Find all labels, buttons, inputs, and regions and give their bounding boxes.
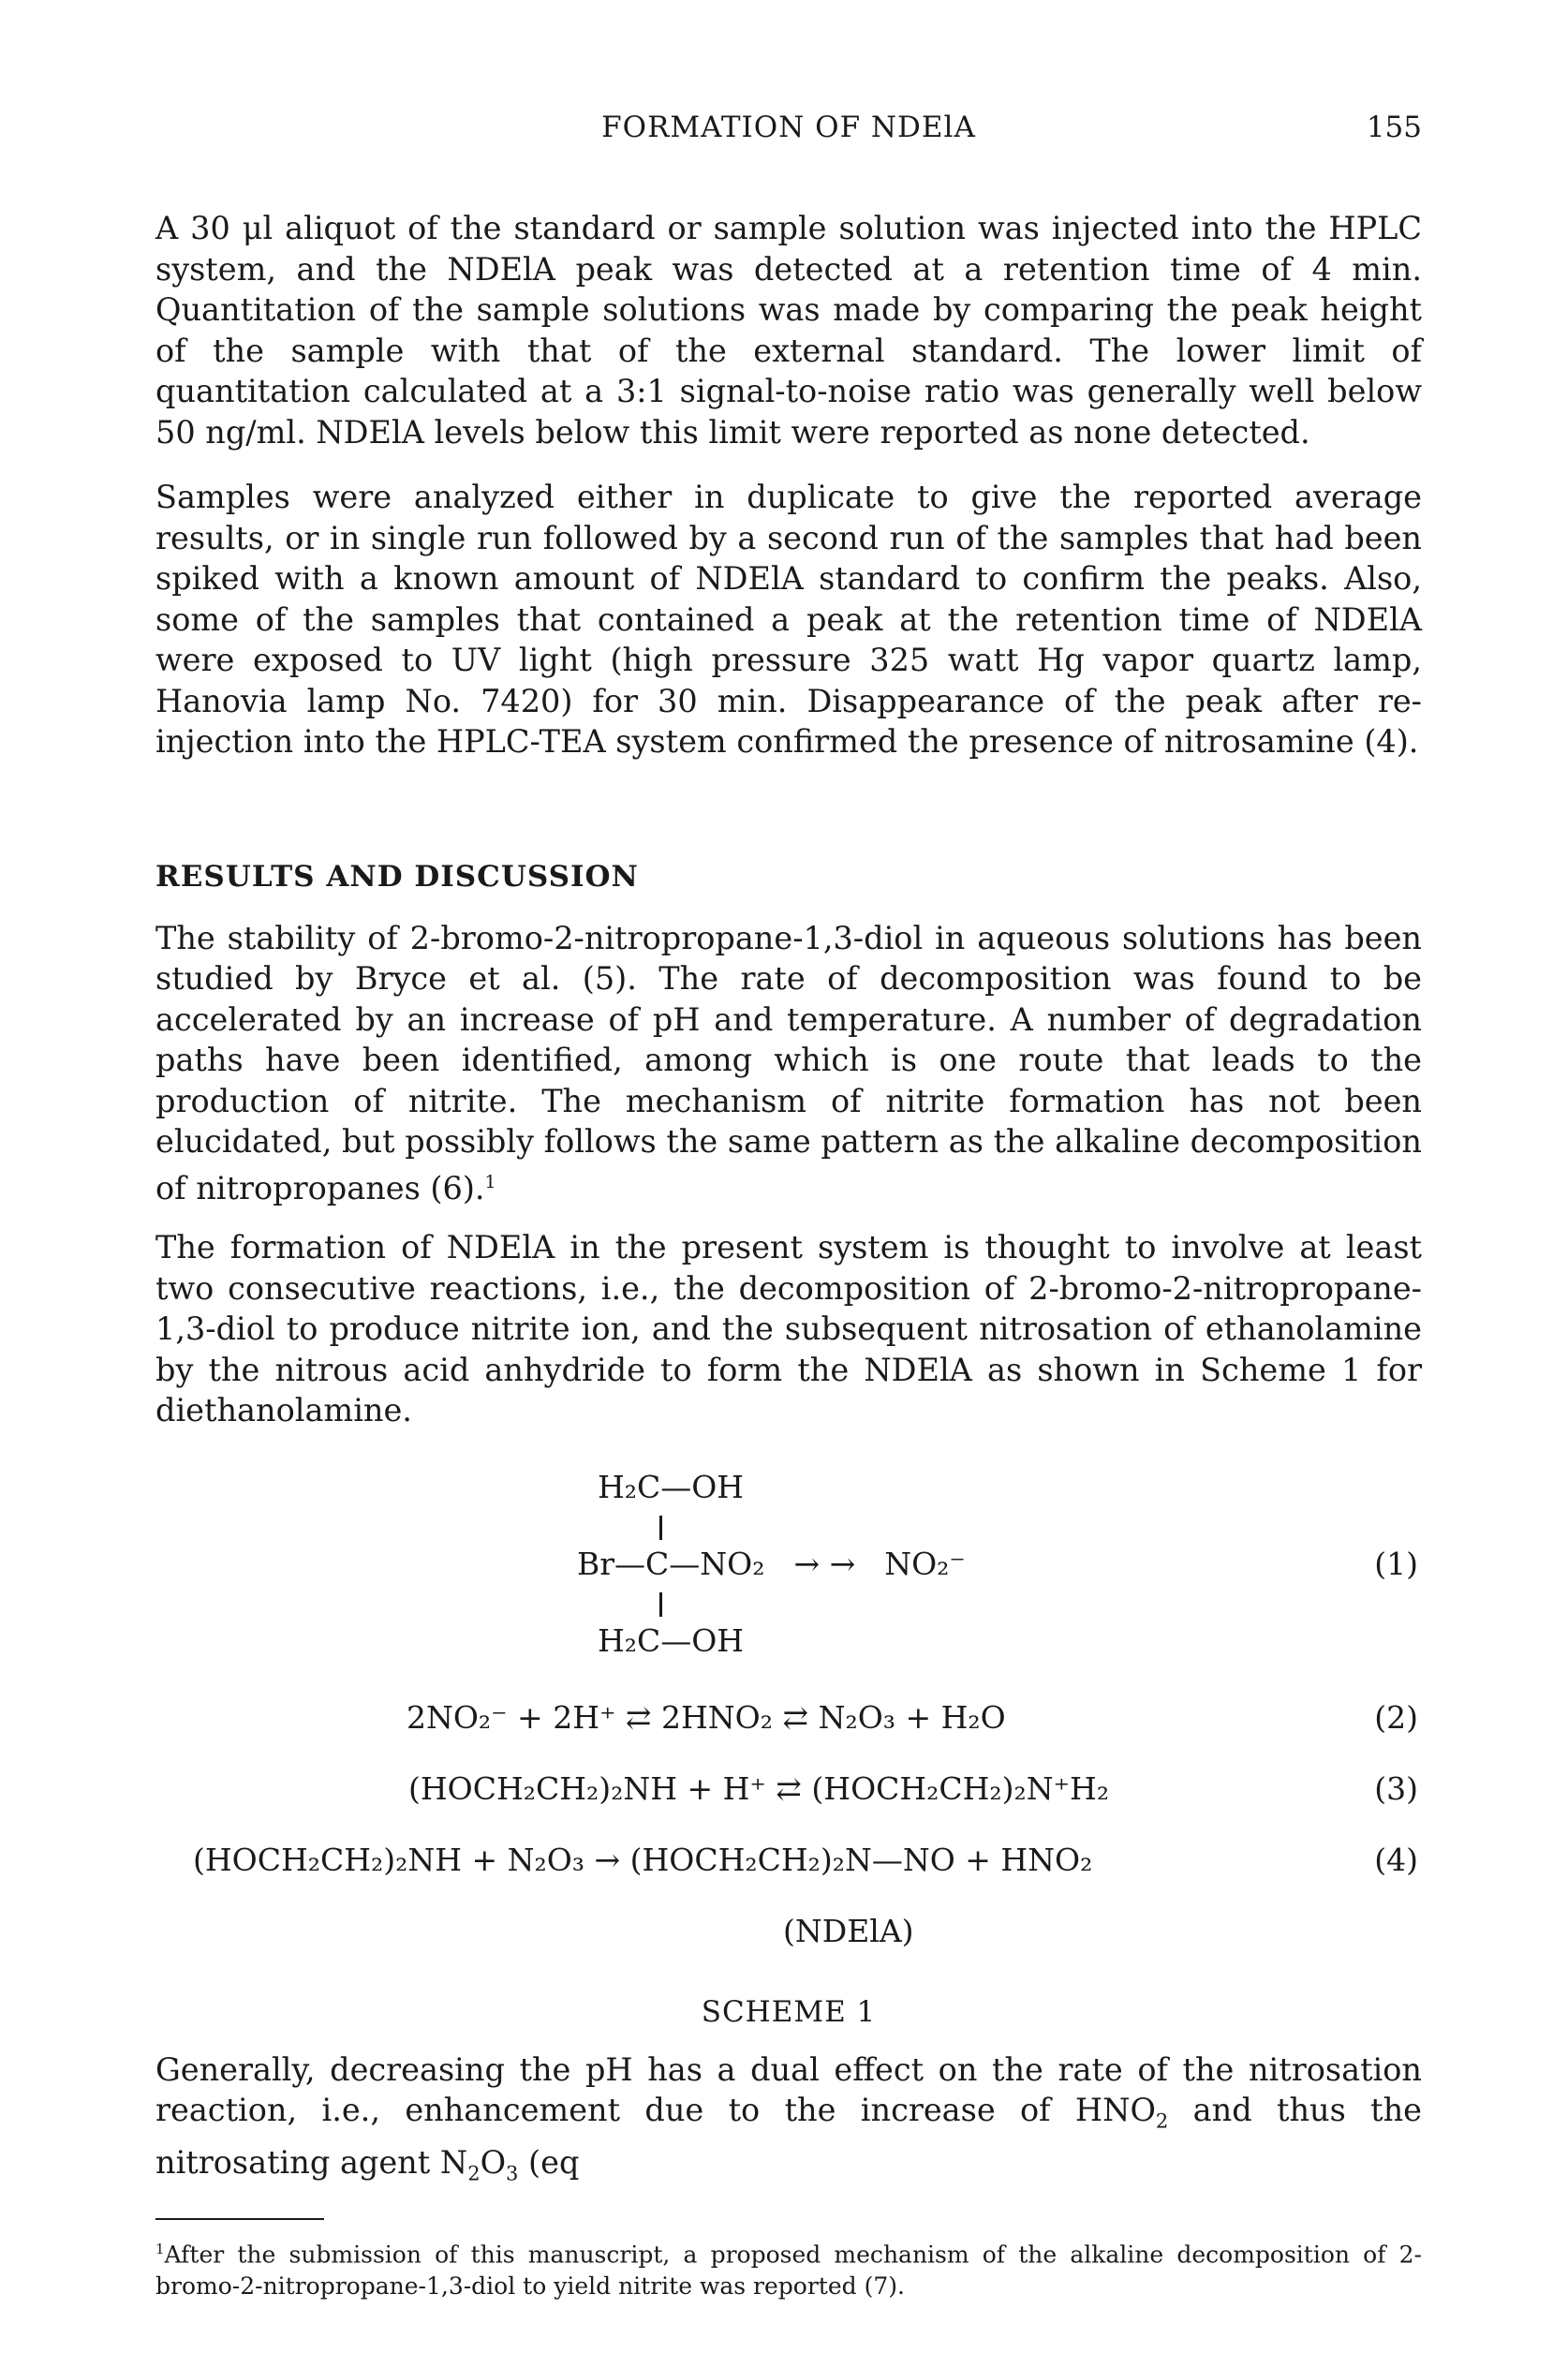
running-header xyxy=(155,111,1422,167)
paragraph-stability-text: The stability of 2-bromo-2-nitropropane-1,3-diol in aqueous solutions has been studied by Bryce et al. (5). The rate of decomposition was found to be accelerated by an increase of pH and temperature. A number of degradation paths have been identified, among which is one route that leads to the production of nitrite. The mechanism of nitrite formation has not been elucidated, but possibly follows the same pattern as the alkaline decomposition of nitropropanes (6). xyxy=(155,919,1422,1206)
footnote-mark: 1 xyxy=(155,2240,165,2257)
p5-text-1: Generally, decreasing the pH has a dual effect on the rate of the nitrosation reaction, i.e., enhancement due to the increase of HNO xyxy=(155,2050,1422,2129)
footnote-text: After the submission of this manuscript, a proposed mechanism of the alkaline decomposition of 2-bromo-2-nitropropane-1,3-diol to yield nitrite was reported (7). xyxy=(155,2240,1422,2300)
reaction-scheme xyxy=(155,1469,1422,2050)
paragraph-stability xyxy=(155,918,1422,1209)
eq4: (HOCH₂CH₂)₂NH + N₂O₃ → (HOCH₂CH₂)₂N—NO + HNO₂ xyxy=(193,1841,1093,1878)
paragraph-sample-analysis: Samples were analyzed either in duplicate to give the reported average results, or in single run followed by a second run of the samples that had been spiked with a known amount of NDElA standard to confirm the peaks. Also, some of the samples that contained a peak at the retention time of NDElA were exposed to UV light (high pressure 325 watt Hg vapor quartz lamp, Hanovia lamp No. 7420) for 30 min. Disappearance of the peak after re-injection into the HPLC-TEA system confirmed the presence of nitrosamine (4). xyxy=(155,479,1422,760)
eq2-number: (2) xyxy=(1374,1698,1418,1736)
page xyxy=(155,111,1422,2326)
paragraph-ph-effect xyxy=(155,2050,1422,2196)
p5-sub-1: 2 xyxy=(1155,2109,1169,2133)
eq1-product: NO₂⁻ xyxy=(884,1545,966,1582)
ndela-label: (NDElA) xyxy=(783,1912,914,1949)
eq1-reactant: Br—C—NO₂ xyxy=(577,1545,765,1582)
eq1-middle-group xyxy=(577,1546,966,1582)
footnote-reference: 1 xyxy=(484,1171,496,1192)
eq2: 2NO₂⁻ + 2H⁺ ⇄ 2HNO₂ ⇄ N₂O₃ + H₂O xyxy=(407,1698,1006,1736)
paragraph-formation: The formation of NDElA in the present system is thought to involve at least two consecutive reactions, i.e., the decomposition of 2-bromo-2-nitropropane-1,3-diol to produce nitrite ion, and the subsequent nitrosation of ethanolamine by the nitrous acid anhydride to form the NDElA as shown in Scheme 1 for diethanolamine. xyxy=(155,1229,1422,1429)
eq3: (HOCH₂CH₂)₂NH + H⁺ ⇄ (HOCH₂CH₂)₂N⁺H₂ xyxy=(408,1769,1110,1807)
eq4-number: (4) xyxy=(1374,1841,1418,1878)
paragraph-hplc-injection: A 30 μl aliquot of the standard or sample solution was injected into the HPLC system, and the NDElA peak was detected at a retention time of 4 min. Quantitation of the sample solutions was made by comparing the peak height of the sample with that of the external standard. The lower limit of quantitation calculated at a 3:1 signal-to-noise ratio was generally well below 50 ng/ml. NDElA levels below this limit were reported as none detected. xyxy=(155,210,1422,451)
eq1-top-group: H₂C—OH xyxy=(598,1468,745,1505)
p5-text-2: and thus the nitrosating agent N xyxy=(155,2092,1422,2182)
scheme-title: SCHEME 1 xyxy=(701,1994,877,2029)
footnote xyxy=(155,2233,1422,2302)
eq1-arrows: → → xyxy=(793,1545,856,1582)
eq1-bond-lower xyxy=(659,1592,662,1617)
running-title: FORMATION OF NDElA xyxy=(601,111,976,144)
section-heading: RESULTS AND DISCUSSION xyxy=(155,859,639,894)
eq3-number: (3) xyxy=(1374,1769,1418,1807)
p5-sub-2: 2 xyxy=(467,2163,481,2186)
eq1-bond-upper xyxy=(659,1516,662,1540)
eq1-number: (1) xyxy=(1374,1545,1418,1582)
page-number: 155 xyxy=(1366,111,1422,144)
p5-text-4: (eq xyxy=(518,2144,580,2182)
eq1-bottom-group: H₂C—OH xyxy=(598,1621,745,1659)
p5-sub-3: 3 xyxy=(506,2163,519,2186)
p5-text-3: O xyxy=(480,2144,507,2182)
footnote-divider xyxy=(155,2218,324,2220)
